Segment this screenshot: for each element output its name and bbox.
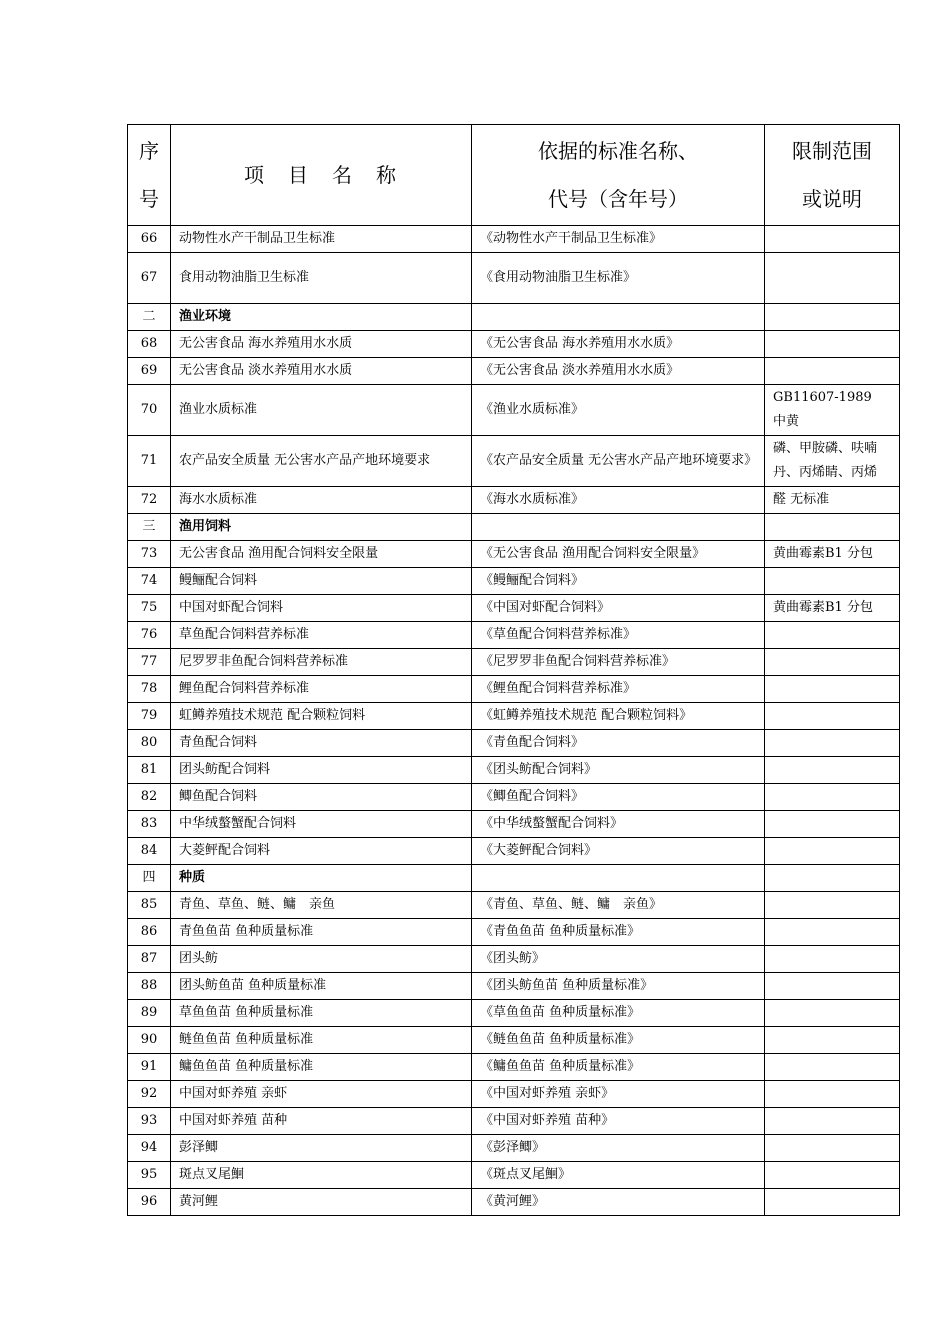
serial-number-cell: 85 xyxy=(128,892,171,919)
table-row xyxy=(128,1189,900,1216)
item-name-cell: 无公害食品 淡水养殖用水水质 xyxy=(171,358,472,385)
standard-name-cell: 《鲤鱼配合饲料营养标准》 xyxy=(472,676,765,703)
scope-note-cell xyxy=(765,892,900,919)
serial-number-cell: 86 xyxy=(128,919,171,946)
standard-name-cell: 《团头鲂》 xyxy=(472,946,765,973)
item-name-cell: 草鱼配合饲料营养标准 xyxy=(171,622,472,649)
serial-number-cell: 94 xyxy=(128,1135,171,1162)
scope-note-cell xyxy=(765,1000,900,1027)
item-name-cell: 尼罗罗非鱼配合饲料营养标准 xyxy=(171,649,472,676)
serial-number-cell: 79 xyxy=(128,703,171,730)
scope-note-cell xyxy=(765,1081,900,1108)
standard-name-cell: 《海水水质标准》 xyxy=(472,487,765,514)
serial-number-cell: 96 xyxy=(128,1189,171,1216)
scope-note-cell xyxy=(765,1054,900,1081)
scope-note-cell xyxy=(765,253,900,304)
header-serial-line: 号 xyxy=(139,187,159,211)
table-row xyxy=(128,226,900,253)
serial-number-cell: 92 xyxy=(128,1081,171,1108)
item-name-cell: 食用动物油脂卫生标准 xyxy=(171,253,472,304)
standard-name-cell: 《无公害食品 淡水养殖用水水质》 xyxy=(472,358,765,385)
scope-note-cell xyxy=(765,1027,900,1054)
item-name-cell: 海水水质标准 xyxy=(171,487,472,514)
scope-note-cell xyxy=(765,676,900,703)
item-name-cell: 动物性水产干制品卫生标准 xyxy=(171,226,472,253)
item-name-cell: 种质 xyxy=(171,865,472,892)
standard-name-cell: 《虹鳟养殖技术规范 配合颗粒饲料》 xyxy=(472,703,765,730)
serial-number-cell: 70 xyxy=(128,385,171,436)
serial-number-cell: 66 xyxy=(128,226,171,253)
item-name-cell: 渔业环境 xyxy=(171,304,472,331)
item-name-cell: 青鱼配合饲料 xyxy=(171,730,472,757)
item-name-cell: 黄河鲤 xyxy=(171,1189,472,1216)
table-row xyxy=(128,436,900,487)
standard-name-cell: 《无公害食品 海水养殖用水水质》 xyxy=(472,331,765,358)
standard-name-cell: 《中国对虾配合饲料》 xyxy=(472,595,765,622)
header-standard-line: 依据的标准名称、 xyxy=(538,139,698,163)
standard-name-cell: 《斑点叉尾鮰》 xyxy=(472,1162,765,1189)
table-row xyxy=(128,649,900,676)
scope-note-cell xyxy=(765,838,900,865)
section-row xyxy=(128,304,900,331)
table-row xyxy=(128,676,900,703)
standard-name-cell: 《草鱼鱼苗 鱼种质量标准》 xyxy=(472,1000,765,1027)
standard-name-cell: 《大菱鲆配合饲料》 xyxy=(472,838,765,865)
item-name-cell: 渔业水质标准 xyxy=(171,385,472,436)
table-row xyxy=(128,541,900,568)
scope-note-cell xyxy=(765,811,900,838)
table-row xyxy=(128,622,900,649)
table-header-row xyxy=(128,125,900,226)
item-name-cell: 无公害食品 海水养殖用水水质 xyxy=(171,331,472,358)
standard-name-cell: 《鳙鱼鱼苗 鱼种质量标准》 xyxy=(472,1054,765,1081)
serial-number-cell: 76 xyxy=(128,622,171,649)
item-name-cell: 草鱼鱼苗 鱼种质量标准 xyxy=(171,1000,472,1027)
header-standard-line: 代号（含年号） xyxy=(548,187,688,211)
item-name-cell: 鲢鱼鱼苗 鱼种质量标准 xyxy=(171,1027,472,1054)
scope-note-cell xyxy=(765,973,900,1000)
table-row xyxy=(128,595,900,622)
table-row xyxy=(128,1054,900,1081)
table-row xyxy=(128,487,900,514)
standard-name-cell: 《团头鲂配合饲料》 xyxy=(472,757,765,784)
scope-note-cell xyxy=(765,331,900,358)
table-row xyxy=(128,1108,900,1135)
item-name-cell: 无公害食品 渔用配合饲料安全限量 xyxy=(171,541,472,568)
item-name-cell: 中国对虾配合饲料 xyxy=(171,595,472,622)
table-row xyxy=(128,838,900,865)
serial-number-cell: 78 xyxy=(128,676,171,703)
standard-name-cell xyxy=(472,304,765,331)
table-row xyxy=(128,973,900,1000)
item-name-cell: 中国对虾养殖 苗种 xyxy=(171,1108,472,1135)
standard-name-cell: 《渔业水质标准》 xyxy=(472,385,765,436)
standard-name-cell: 《中国对虾养殖 苗种》 xyxy=(472,1108,765,1135)
item-name-cell: 中华绒螯蟹配合饲料 xyxy=(171,811,472,838)
serial-number-cell: 93 xyxy=(128,1108,171,1135)
table-row xyxy=(128,358,900,385)
serial-number-cell: 68 xyxy=(128,331,171,358)
section-row xyxy=(128,514,900,541)
table-row xyxy=(128,919,900,946)
scope-note-cell xyxy=(765,784,900,811)
item-name-cell: 大菱鲆配合饲料 xyxy=(171,838,472,865)
standard-name-cell: 《青鱼配合饲料》 xyxy=(472,730,765,757)
serial-number-cell: 81 xyxy=(128,757,171,784)
serial-number-cell: 95 xyxy=(128,1162,171,1189)
section-row xyxy=(128,865,900,892)
header-note-line: 或说明 xyxy=(802,187,862,211)
standard-name-cell: 《鳗鲡配合饲料》 xyxy=(472,568,765,595)
serial-number-cell: 74 xyxy=(128,568,171,595)
scope-note-cell xyxy=(765,1108,900,1135)
standard-name-cell: 《动物性水产干制品卫生标准》 xyxy=(472,226,765,253)
standard-name-cell: 《食用动物油脂卫生标准》 xyxy=(472,253,765,304)
standard-name-cell xyxy=(472,865,765,892)
table-row xyxy=(128,1081,900,1108)
scope-note-cell: 磷、甲胺磷、呋喃丹、丙烯睛、丙烯 xyxy=(765,436,900,487)
standard-name-cell: 《青鱼鱼苗 鱼种质量标准》 xyxy=(472,919,765,946)
standard-name-cell: 《尼罗罗非鱼配合饲料营养标准》 xyxy=(472,649,765,676)
table-row xyxy=(128,703,900,730)
item-name-cell: 团头鲂鱼苗 鱼种质量标准 xyxy=(171,973,472,1000)
standard-name-cell: 《青鱼、草鱼、鲢、鳙 亲鱼》 xyxy=(472,892,765,919)
item-name-cell: 鳙鱼鱼苗 鱼种质量标准 xyxy=(171,1054,472,1081)
serial-number-cell: 69 xyxy=(128,358,171,385)
table-row xyxy=(128,331,900,358)
table-row xyxy=(128,253,900,304)
scope-note-cell xyxy=(765,358,900,385)
standards-table xyxy=(127,124,900,1216)
standard-name-cell: 《中华绒螯蟹配合饲料》 xyxy=(472,811,765,838)
item-name-cell: 彭泽鲫 xyxy=(171,1135,472,1162)
table-row xyxy=(128,1135,900,1162)
standard-name-cell: 《黄河鲤》 xyxy=(472,1189,765,1216)
standard-name-cell: 《中国对虾养殖 亲虾》 xyxy=(472,1081,765,1108)
standard-name-cell: 《鲢鱼鱼苗 鱼种质量标准》 xyxy=(472,1027,765,1054)
serial-number-cell: 89 xyxy=(128,1000,171,1027)
header-note-line: 限制范围 xyxy=(792,139,872,163)
item-name-cell: 渔用饲料 xyxy=(171,514,472,541)
table-row xyxy=(128,385,900,436)
header-serial-number xyxy=(128,125,171,226)
item-name-cell: 鲫鱼配合饲料 xyxy=(171,784,472,811)
scope-note-cell xyxy=(765,622,900,649)
item-name-cell: 中国对虾养殖 亲虾 xyxy=(171,1081,472,1108)
scope-note-cell: GB11607-1989 中黄 xyxy=(765,385,900,436)
scope-note-cell: 黄曲霉素B1 分包 xyxy=(765,541,900,568)
table-row xyxy=(128,568,900,595)
serial-number-cell: 90 xyxy=(128,1027,171,1054)
scope-note-cell xyxy=(765,1189,900,1216)
table-row xyxy=(128,892,900,919)
item-name-cell: 斑点叉尾鮰 xyxy=(171,1162,472,1189)
item-name-cell: 团头鲂配合饲料 xyxy=(171,757,472,784)
serial-number-cell: 73 xyxy=(128,541,171,568)
serial-number-cell: 三 xyxy=(128,514,171,541)
scope-note-cell xyxy=(765,514,900,541)
header-scope-note xyxy=(765,125,900,226)
serial-number-cell: 91 xyxy=(128,1054,171,1081)
item-name-cell: 鳗鲡配合饲料 xyxy=(171,568,472,595)
standard-name-cell: 《鲫鱼配合饲料》 xyxy=(472,784,765,811)
scope-note-cell xyxy=(765,1162,900,1189)
serial-number-cell: 71 xyxy=(128,436,171,487)
table-row xyxy=(128,811,900,838)
standard-name-cell xyxy=(472,514,765,541)
serial-number-cell: 77 xyxy=(128,649,171,676)
serial-number-cell: 四 xyxy=(128,865,171,892)
scope-note-cell xyxy=(765,730,900,757)
serial-number-cell: 87 xyxy=(128,946,171,973)
scope-note-cell xyxy=(765,649,900,676)
serial-number-cell: 75 xyxy=(128,595,171,622)
serial-number-cell: 88 xyxy=(128,973,171,1000)
serial-number-cell: 83 xyxy=(128,811,171,838)
item-name-cell: 鲤鱼配合饲料营养标准 xyxy=(171,676,472,703)
table-row xyxy=(128,1027,900,1054)
standard-name-cell: 《草鱼配合饲料营养标准》 xyxy=(472,622,765,649)
scope-note-cell: 醛 无标准 xyxy=(765,487,900,514)
standard-name-cell: 《农产品安全质量 无公害水产品产地环境要求》 xyxy=(472,436,765,487)
scope-note-cell xyxy=(765,703,900,730)
scope-note-cell: 黄曲霉素B1 分包 xyxy=(765,595,900,622)
standards-table-body xyxy=(128,125,900,1216)
scope-note-cell xyxy=(765,226,900,253)
serial-number-cell: 72 xyxy=(128,487,171,514)
table-row xyxy=(128,946,900,973)
serial-number-cell: 67 xyxy=(128,253,171,304)
scope-note-cell xyxy=(765,568,900,595)
standard-name-cell: 《彭泽鲫》 xyxy=(472,1135,765,1162)
table-row xyxy=(128,730,900,757)
item-name-cell: 虹鳟养殖技术规范 配合颗粒饲料 xyxy=(171,703,472,730)
serial-number-cell: 80 xyxy=(128,730,171,757)
item-name-cell: 青鱼、草鱼、鲢、鳙 亲鱼 xyxy=(171,892,472,919)
scope-note-cell xyxy=(765,919,900,946)
scope-note-cell xyxy=(765,865,900,892)
table-row xyxy=(128,1162,900,1189)
standard-name-cell: 《无公害食品 渔用配合饲料安全限量》 xyxy=(472,541,765,568)
scope-note-cell xyxy=(765,1135,900,1162)
scope-note-cell xyxy=(765,757,900,784)
table-row xyxy=(128,784,900,811)
table-row xyxy=(128,1000,900,1027)
header-serial-line: 序 xyxy=(139,139,159,163)
header-standard-name xyxy=(472,125,765,226)
table-row xyxy=(128,757,900,784)
header-item-name: 项目名称 xyxy=(171,125,472,226)
serial-number-cell: 二 xyxy=(128,304,171,331)
item-name-cell: 团头鲂 xyxy=(171,946,472,973)
scope-note-cell xyxy=(765,304,900,331)
item-name-cell: 青鱼鱼苗 鱼种质量标准 xyxy=(171,919,472,946)
serial-number-cell: 84 xyxy=(128,838,171,865)
standard-name-cell: 《团头鲂鱼苗 鱼种质量标准》 xyxy=(472,973,765,1000)
item-name-cell: 农产品安全质量 无公害水产品产地环境要求 xyxy=(171,436,472,487)
serial-number-cell: 82 xyxy=(128,784,171,811)
scope-note-cell xyxy=(765,946,900,973)
